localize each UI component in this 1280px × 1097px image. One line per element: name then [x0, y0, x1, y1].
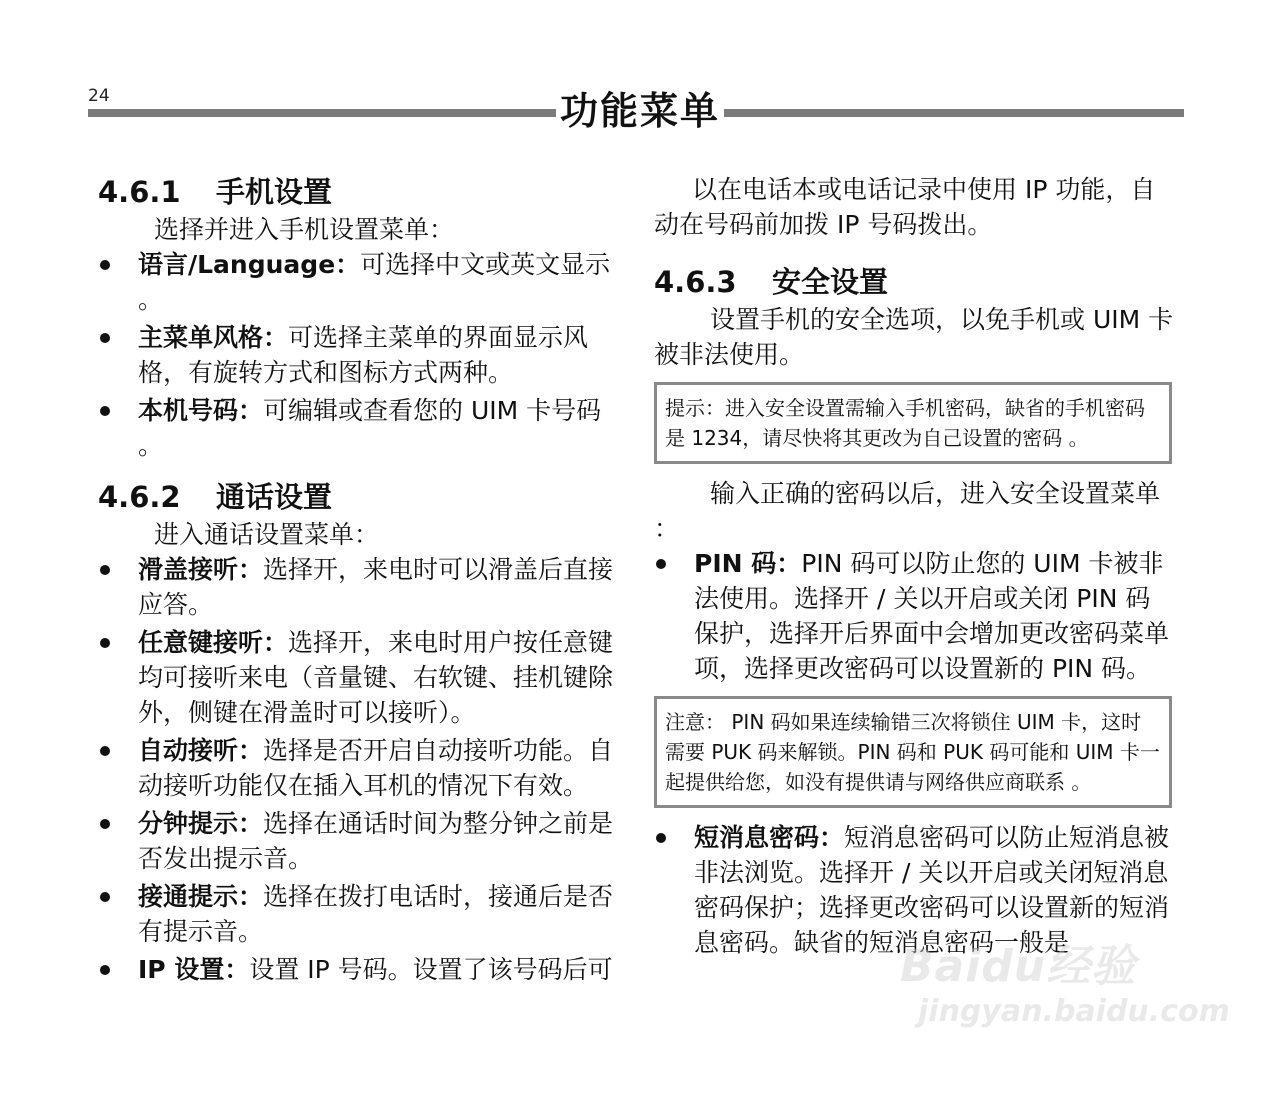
section-4-6-3-heading	[654, 262, 1174, 302]
list-item	[98, 552, 626, 622]
bullet-icon	[100, 333, 110, 343]
bullet-icon	[100, 406, 110, 416]
item-term: 分钟提示：	[138, 809, 264, 838]
list-item	[98, 247, 626, 317]
list-item	[98, 320, 626, 390]
item-text: 选择在通话时间为整分钟之前是否发出提示音。	[138, 809, 614, 873]
section-number: 4.6.2	[98, 480, 181, 514]
list-item	[98, 952, 626, 987]
item-text: 可选择中文或英文显示 。	[138, 250, 611, 314]
page-number: 24	[88, 86, 110, 106]
list-item	[98, 733, 626, 803]
item-term: 任意键接听：	[138, 628, 289, 657]
section-number: 4.6.3	[654, 265, 737, 299]
item-term: 自动接听：	[138, 736, 264, 765]
watermark-url: jingyan.baidu.com	[918, 994, 1230, 1029]
baidu-watermark	[900, 930, 1230, 1040]
page-title	[0, 80, 1280, 135]
item-text: 可编辑或查看您的 UIM 卡号码 。	[138, 396, 602, 460]
item-text: 设置 IP 号码。设置了该号码后可	[249, 955, 613, 984]
tip-box: 提示：进入安全设置需输入手机密码，缺省的手机密码是 1234，请尽快将其更改为自己设置的密码 。	[654, 382, 1172, 464]
bullet-icon	[100, 260, 110, 270]
bullet-icon	[100, 965, 110, 975]
item-text: 可选择主菜单的界面显示风格，有旋转方式和图标方式两种。	[138, 323, 589, 387]
bullet-icon	[100, 819, 110, 829]
ip-continuation: 以在电话本或电话记录中使用 IP 功能，自动在号码前加拨 IP 号码拨出。	[654, 175, 1156, 239]
call-settings-list	[98, 552, 626, 987]
item-text: 选择是否开启自动接听功能。自动接听功能仅在插入耳机的情况下有效。	[138, 736, 614, 800]
item-text: PIN 码可以防止您的 UIM 卡被非法使用。选择开 / 关以开启或关闭 PIN 码保护，选择开后界面中会增加更改密码菜单项，选择更改密码可以设置新的 PIN 码。	[694, 549, 1170, 683]
after-tip-text: 输入正确的密码以后，进入安全设置菜单 ：	[654, 479, 1161, 543]
section-intro: 选择并进入手机设置菜单：	[154, 215, 455, 244]
item-term: 接通提示：	[138, 882, 264, 911]
item-text: 短消息密码可以防止短消息被非法浏览。选择开 / 关以开启或关闭短消息密码保护；选择更改密码可以设置新的短消息密码。缺省的短消息密码一般是	[694, 823, 1170, 957]
section-title: 手机设置	[216, 175, 333, 209]
section-4-6-1-heading	[98, 172, 626, 212]
item-term: IP 设置：	[138, 955, 250, 984]
bullet-icon	[100, 565, 110, 575]
list-item	[654, 546, 1174, 686]
security-list-pin	[654, 546, 1174, 686]
item-term: PIN 码：	[694, 549, 802, 578]
section-intro: 设置手机的安全选项，以免手机或 UIM 卡被非法使用。	[654, 305, 1174, 369]
bullet-icon	[100, 638, 110, 648]
page-title-text: 功能菜单	[556, 89, 724, 133]
watermark-logo-text: Baidu经验	[900, 941, 1137, 992]
bullet-icon	[656, 833, 666, 843]
list-item	[98, 806, 626, 876]
bullet-icon	[100, 746, 110, 756]
phone-settings-list	[98, 247, 626, 463]
item-term: 语言/Language：	[138, 250, 361, 279]
right-column	[654, 172, 1174, 963]
bullet-icon	[100, 892, 110, 902]
section-title: 安全设置	[772, 265, 889, 299]
list-item	[98, 393, 626, 463]
bullet-icon	[656, 559, 666, 569]
list-item	[98, 625, 626, 730]
note-box: 注意： PIN 码如果连续输错三次将锁住 UIM 卡，这时需要 PUK 码来解锁。PIN 码和 PUK 码可能和 UIM 卡一起提供给您，如没有提供请与网络供应商联系 。	[654, 696, 1172, 808]
item-term: 主菜单风格：	[138, 323, 289, 352]
left-column	[98, 172, 626, 990]
item-text: 选择开，来电时用户按任意键均可接听来电（音量键、右软键、挂机键除外，侧键在滑盖时可以接听）。	[138, 628, 614, 727]
section-intro: 进入通话设置菜单：	[154, 520, 380, 549]
section-4-6-2-heading	[98, 477, 626, 517]
list-item	[98, 879, 626, 949]
item-term: 短消息密码：	[694, 823, 845, 852]
section-title: 通话设置	[216, 480, 333, 514]
item-text: 选择开，来电时可以滑盖后直接应答。	[138, 555, 614, 619]
item-text: 选择在拨打电话时，接通后是否有提示音。	[138, 882, 614, 946]
item-term: 本机号码：	[138, 396, 264, 425]
section-number: 4.6.1	[98, 175, 181, 209]
item-term: 滑盖接听：	[138, 555, 264, 584]
